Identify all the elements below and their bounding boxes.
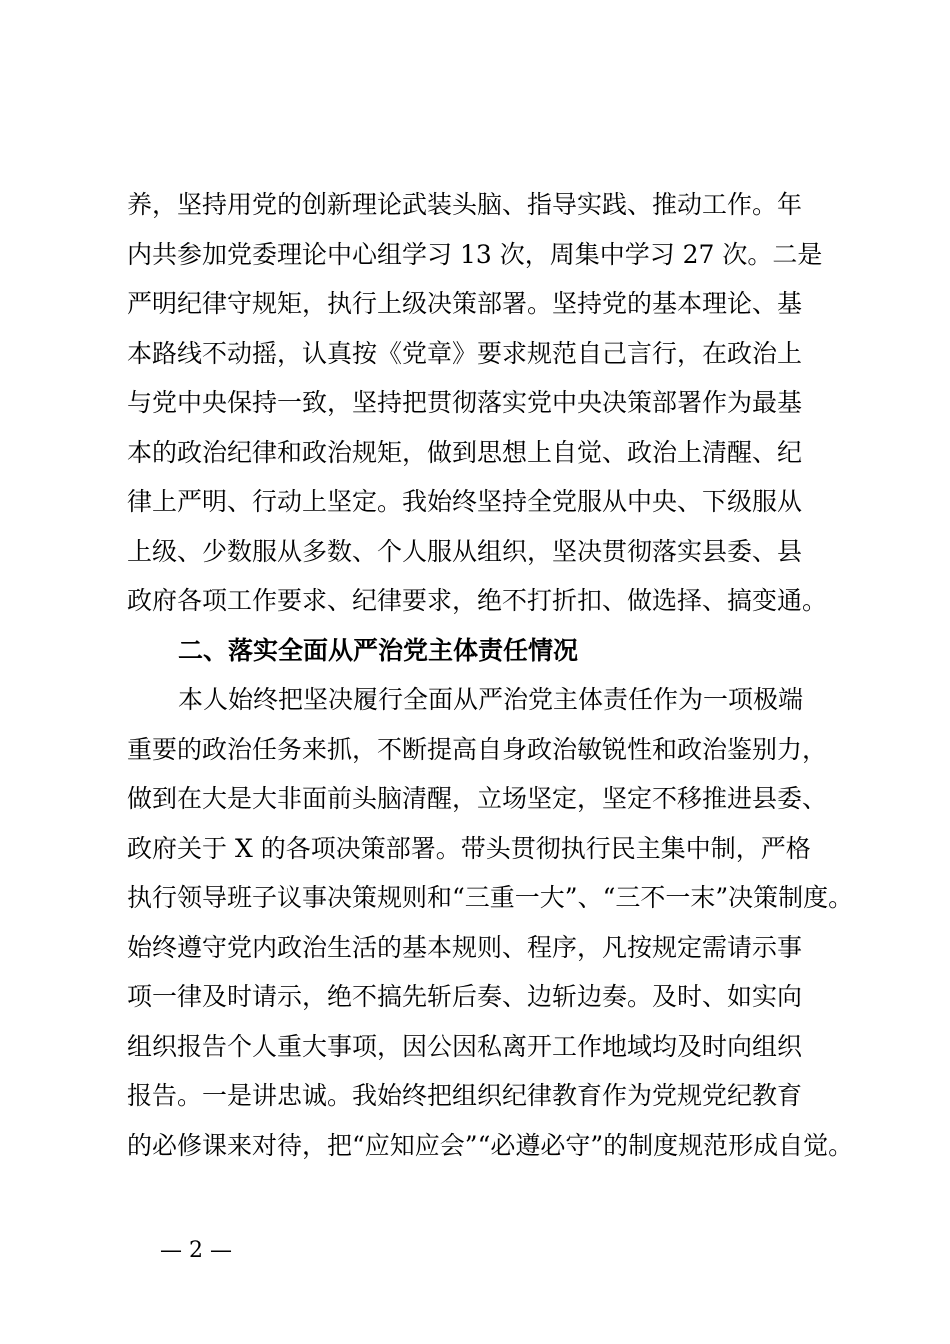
- text-line: 律上严明、行动上坚定。我始终坚持全党服从中央、下级服从: [127, 487, 803, 516]
- text-line: 的必修课来对待，把“应知应会”“必遵必守”的制度规范形成自觉。: [127, 1130, 854, 1160]
- text-line: 项一律及时请示，绝不搞先斩后奏、边斩边奏。及时、如实向: [127, 982, 803, 1011]
- body-text: [127, 180, 854, 1170]
- paragraph-first-line: 本人始终把坚决履行全面从严治党主体责任作为一项极端: [178, 685, 804, 714]
- text-line: 本的政治纪律和政治规矩，做到思想上自觉、政治上清醒、纪: [127, 437, 803, 467]
- page-number: — 2 —: [160, 1238, 232, 1263]
- text-line: 做到在大是大非面前头脑清醒，立场坚定，坚定不移推进县委、: [127, 784, 828, 813]
- section-heading: 二、落实全面从严治党主体责任情况: [178, 635, 579, 665]
- text-line: 与党中央保持一致，坚持把贯彻落实党中央决策部署作为最基: [127, 388, 803, 417]
- text-line: 政府各项工作要求、纪律要求，绝不打折扣、做选择、搞变通。: [127, 586, 828, 615]
- text-line: 严明纪律守规矩，执行上级决策部署。坚持党的基本理论、基: [127, 289, 803, 318]
- text-line: 执行领导班子议事决策规则和“三重一大”、“三不一末”决策制度。: [127, 883, 854, 912]
- text-line: 上级、少数服从多数、个人服从组织，坚决贯彻落实县委、县: [127, 536, 803, 566]
- text-line: 政府关于 X 的各项决策部署。带头贯彻执行民主集中制，严格: [127, 833, 811, 863]
- text-line: 养，坚持用党的创新理论武装头脑、指导实践、推动工作。年: [127, 190, 803, 219]
- text-line: 重要的政治任务来抓，不断提高自身政治敏锐性和政治鉴别力，: [127, 734, 828, 764]
- text-line: 本路线不动摇，认真按《党章》要求规范自己言行，在政治上: [127, 338, 803, 368]
- text-line: 报告。一是讲忠诚。我始终把组织纪律教育作为党规党纪教育: [127, 1081, 803, 1110]
- text-line: 始终遵守党内政治生活的基本规则、程序，凡按规定需请示事: [127, 932, 803, 962]
- text-line: 内共参加党委理论中心组学习 13 次，周集中学习 27 次。二是: [127, 239, 823, 269]
- text-line: 组织报告个人重大事项，因公因私离开工作地域均及时向组织: [127, 1031, 803, 1061]
